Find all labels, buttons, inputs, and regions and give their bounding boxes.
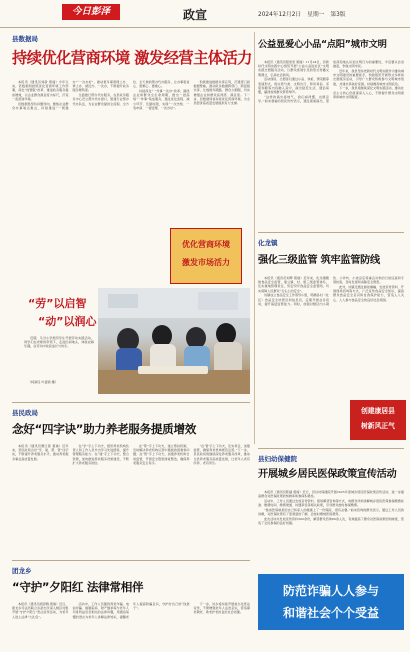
- article1-para: 积极推进数据共享应用，打通部门间数据壁垒，推动政务数据跨部门、跨层级共享，让数据多跑路、群众少跑腿，切实增强企业和群众获得感、满意度。下一步，县数据局将持续优化营商环境，为全县经济高质量发展提供有力支撑。: [193, 80, 250, 106]
- article1-para: 持续深化“一件事一次办”改革，围绕企业和群众全生命周期，推出一批高频“一件事”集成服务，通过优化流程、减少环节、压缩时限，实现“一次告知、一表申请、一窗受理、一次办好”。: [133, 89, 190, 110]
- article2-para: “这样的演出接地气，我们看得懂，也愿意学。”前来观看的居民纷纷表示，通过观看演出，更加深刻地认识到文明行为的重要性，今后要从自身做起，争做文明市民。: [258, 60, 404, 104]
- article5-headline: 开展城乡居民医保政策宣传活动: [258, 469, 397, 480]
- article1-dept: 县数据局: [12, 35, 38, 43]
- photo-scene: [98, 288, 250, 394]
- article1-headline: 持续优化营商环境 激发经营主体活力: [12, 49, 252, 67]
- issue-weekday: 星期一: [307, 12, 325, 18]
- article5-promo-line2: 和谐社会个个受益: [282, 606, 379, 620]
- article5-body: [258, 490, 404, 570]
- article1-para: 本报讯（通讯员刘新 葛瑜）今年以来，县数据局按照优化营商环境工作部署，深化“放管服”改革，推进政务服务提质增效，以企业群众满意度为标尺，打造一流营商环境。: [12, 80, 69, 101]
- section-divider: [12, 402, 250, 403]
- photo-credit: （柯润钰 叶盛锦 摄）: [28, 380, 58, 384]
- article5-para: 此次活动共发放宣传资料300余份，解答群众咨询80余人次，有效提高了群众对医保政策的知晓度，营造了全民参保的良好氛围。: [258, 517, 404, 526]
- article1-promo-line2: 激发市场活力: [182, 258, 230, 267]
- section-divider: [12, 560, 250, 561]
- article1-para: 全面推行帮办代办服务，在县政务服务中心设立帮办代办窗口，组建专业帮办代办队伍，为企业群众提供全流程、全方位、全天候的帮办代办服务，让办事更省心、更顺心、更暖心。: [72, 80, 190, 106]
- article6-para: 下一步，该乡将持续开展常态化普法宣传，不断增强老年人法治意识，营造尊老敬老、助老护老的良好社会氛围。: [193, 602, 250, 615]
- article5-promo-line1: 防范诈骗人人参与: [282, 584, 379, 598]
- article3-label: 化龙镇: [258, 239, 278, 247]
- poem-body: 近期，马当小学组织学生开展劳动实践活动，同学们在老师的带领下，走进田间地头，体验农耕乐趣，在劳动中收获成长与快乐。: [24, 336, 94, 349]
- issue-date: 2024年12月2日: [258, 12, 302, 18]
- article2-para: 近年来，我县坚持把新时代文明实践作为推动城市文明建设的重要抓手，积极组织开展形式多样的志愿服务活动，引导广大群众积极参与文明城市创建，共建共享美好家园，持续擦亮城市文明底色。: [333, 69, 404, 86]
- article5-para: 活动中，工作人员通过发放宣传资料、现场解答咨询等方式，向群众详细讲解城乡居民医保参保缴费标准、缴费时间、缴费渠道、待遇享受等相关政策，引导群众按时参保缴费。: [258, 499, 404, 508]
- article4-dept: 县民政局: [12, 409, 38, 417]
- article6-body: [12, 602, 250, 646]
- article2-para: 下一步，我县将继续深化文明实践活动，推动社会主义核心价值观深入人心，不断提升群众文明素养和城市文明程度。: [333, 86, 404, 99]
- article3-para: 本报讯（通讯员刘辉 葛瑜）近年来，化龙镇聚焦食品安全监管，建立镇、村、组三级监管体系，压实属地管理责任，织密织牢食品安全监管网，切实保障人民群众“舌尖上的安全”。: [258, 276, 329, 293]
- article2-body: [258, 60, 404, 226]
- article4-para: 在“学”字上下功夫，组织养老机构负责人和工作人员外出学习先进经验，提升管理服务能力；在“建”字上下功夫，整合资源，加快推进养老服务设施建设，不断扩大养老服务供给。: [72, 444, 129, 465]
- section-divider: [258, 448, 404, 449]
- article1-para: 县数据局坚持问题导向，聚焦企业群众办事堵点难点，持续推进“一网通办”“一次办好”，推动更多事项网上办、掌上办、就近办、一次办，不断提升政务服务便利度。: [12, 80, 129, 110]
- article3-headline: 强化三级监管 筑牢监管防线: [258, 255, 380, 266]
- article5-para: 本报讯（通讯员陈越 葛瑜）近日，县妇幼保健院开展2025年度城乡居民医保政策宣传活动，进一步提高群众对医保政策的知晓率和参保积极性。: [258, 490, 404, 499]
- article3-promo-line2: 树新风正气: [361, 422, 395, 430]
- column-divider: [254, 32, 255, 444]
- article6-headline: “守护”夕阳红 法律常相伴: [12, 580, 144, 594]
- article3-para: 该镇成立食品安全工作领导小组，明确各村（社区）食品安全协管员和信息员，定期开展业务培训，提升基层监管能力。同时，加强对辖区内小餐饮、小作坊、小食杂店等重点对象的日常巡查和专项检查，及时发现和消除安全隐患。: [258, 276, 404, 306]
- article3-promo-line1: 创建康居县: [361, 407, 395, 415]
- article4-para: 本报讯（通讯员曹红燕 葛瑜）近年来，县民政局念好“学、建、帮、管”四字诀，不断提升养老服务水平，推动养老服务事业高质量发展。: [12, 444, 69, 461]
- article2-para: 本报讯（通讯员程雯雯 葛瑜）11月24日，县新时代文明实践中心组织开展“公益小品进社区”文明实践志愿服务活动，以群众喜闻乐见的形式传播文明理念，弘扬社会新风。: [258, 60, 329, 77]
- article4-body: [12, 444, 250, 554]
- masthead-logo-text: 今日彭泽: [71, 6, 110, 17]
- article6-dept: 团龙乡: [12, 567, 32, 575]
- article6-para: 本报讯（通讯员胡思雅 葛瑜）近日，团龙乡司法所联合乡派出所深入辖区村组开展“守护夕阳红”普法宣传活动，为老年人送上法律“大礼包”。: [12, 602, 69, 619]
- article4-para: “在‘管’字上下功夫，压实责任，加强监管，确保养老机构规范运营。”下一步，县民政局将继续深化养老服务改革，推动全县养老服务高质量发展，让老年人老有所养、老有所乐。: [193, 444, 250, 465]
- issue-info: [258, 9, 388, 21]
- article1-promo-line1: 优化营商环境: [182, 240, 230, 249]
- article2-para: 活动现场，志愿者们通过小品、快板、情景剧等表演形式，将垃圾分类、文明出行、移风易俗、邻里和睦等内容融入其中，演出贴近生活、通俗易懂，赢得现场群众阵阵掌声。: [258, 77, 329, 95]
- issue-page: 第3版: [330, 12, 346, 18]
- article5-para: “参加医保就是给自己和家人的健康上了一份保险，很有必要。”前来咨询的群众表示，通过工作人员的讲解，对医保政策有了更清楚的了解，会按时缴纳医保费用。: [258, 508, 404, 517]
- section-title: 政宣: [182, 8, 207, 22]
- article4-para: 在“帮”字上下功夫，建立帮扶机制，及时解决养老机构运营中遇到的困难和问题；在“管”字上下功夫，加强养老机构日常监管，开展安全隐患排查整治，确保养老服务安全有序。: [133, 444, 190, 465]
- classroom-photo: [98, 288, 250, 394]
- masthead: [0, 0, 410, 28]
- article2-divider: [258, 232, 404, 233]
- article6-para: 活动中，工作人员围绕养老诈骗、电信诈骗、婚姻家庭、财产继承等与老年人切身利益息息相关的法律问题，用通俗易懂的语言为老年人讲解法律知识，提醒老年人提高防骗意识，守护好自己的“钱袋子”。: [72, 602, 190, 619]
- poem-title-line2: “动”以润心: [38, 315, 97, 328]
- article4-headline: 念好“四字诀”助力养老服务提质增效: [12, 422, 197, 436]
- article2-headline: 公益显爱心小品“点阳”城市文明: [258, 39, 387, 50]
- article3-para: 此外，该镇还通过悬挂横幅、发放宣传资料、开展现场咨询等方式，广泛宣传食品安全知识，提高群众食品安全意识和自我保护能力，营造人人关心、人人参与食品安全的良好社会氛围。: [333, 285, 404, 302]
- poem-title-line1: “劳”以启智: [28, 297, 87, 310]
- article5-dept: 县妇幼保健院: [258, 455, 297, 463]
